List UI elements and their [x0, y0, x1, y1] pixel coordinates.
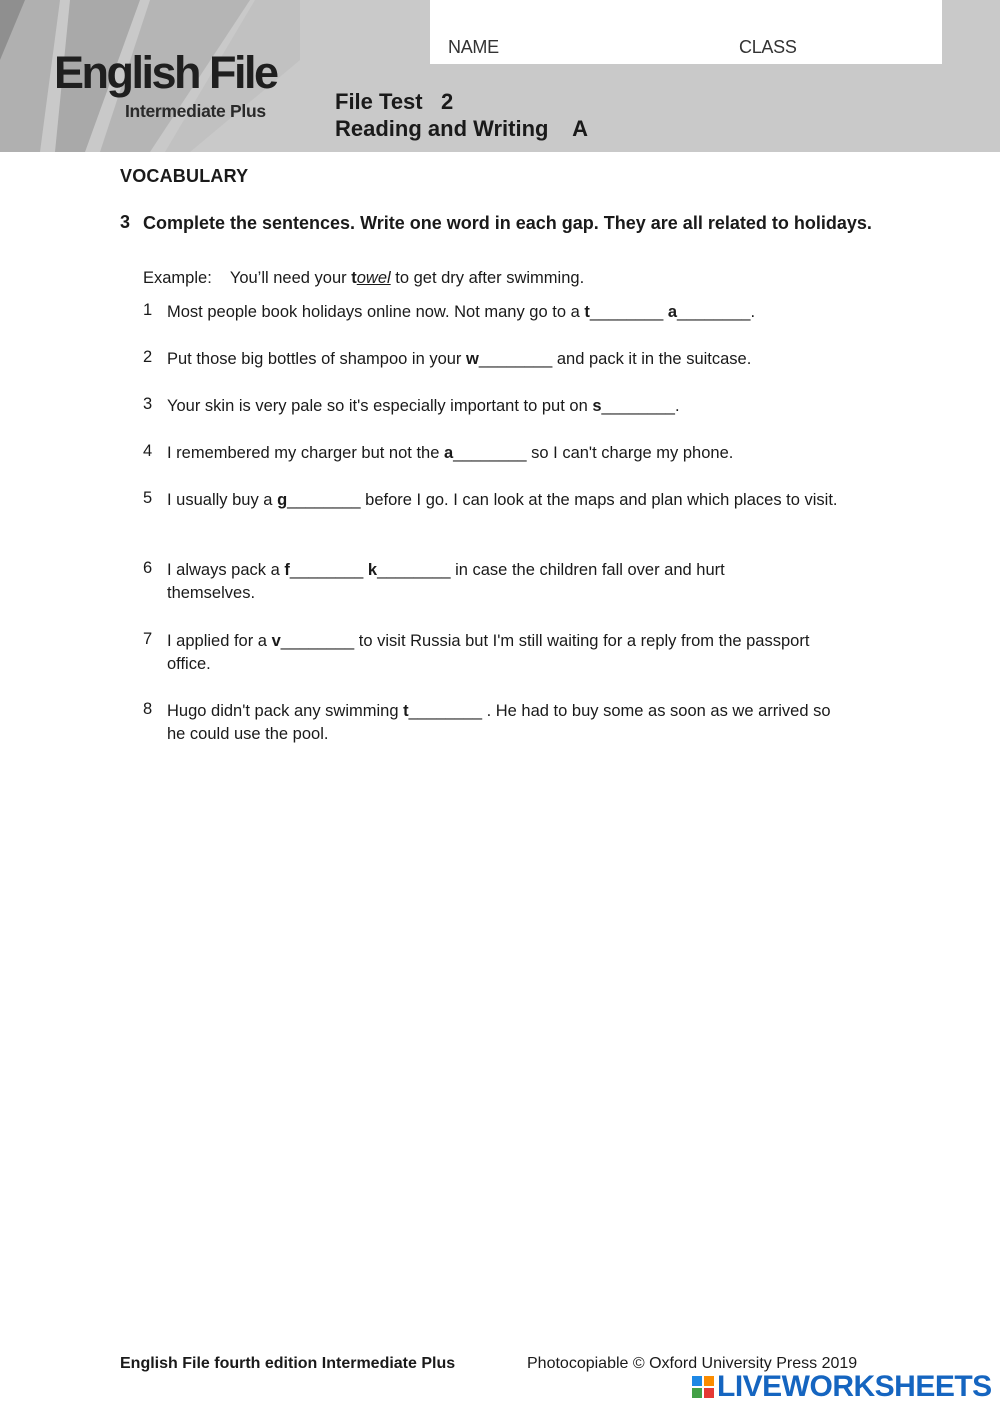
- item-number: 7: [143, 630, 153, 648]
- gap-blank[interactable]: ________ and pack it in the suitcase.: [478, 350, 752, 368]
- gap-first-letter: t: [584, 303, 590, 321]
- gap-first-letter: a: [667, 303, 678, 321]
- item-text-part: Put those big bottles of shampoo in your: [167, 350, 467, 368]
- name-class-box: [430, 0, 942, 64]
- item-sentence: [167, 395, 887, 418]
- item-text-part: I always pack a: [167, 561, 285, 579]
- gap-first-letter: a: [443, 444, 454, 462]
- item-number: 6: [143, 559, 153, 577]
- gap-blank[interactable]: ________ to visit Russia but I'm still waiting for a reply from the passport office.: [167, 632, 810, 673]
- example-first-letter: t: [351, 269, 357, 287]
- gap-blank[interactable]: ________ in case the children fall over and hurt themselves.: [167, 561, 725, 602]
- example-after: to get dry after swimming.: [390, 269, 585, 287]
- example-label: Example:: [143, 269, 212, 287]
- gap-blank[interactable]: ________ . He had to buy some as soon as we arrived so he could use the pool.: [167, 702, 831, 743]
- item-number: 2: [143, 348, 153, 366]
- gap-first-letter: g: [277, 491, 288, 509]
- item-text-part: Most people book holidays online now. Not many go to a: [167, 303, 585, 321]
- item-text-part: I remembered my charger but not the: [167, 444, 444, 462]
- item-text-part: I applied for a: [167, 632, 272, 650]
- logo-subtitle: Intermediate Plus: [125, 101, 266, 121]
- gap-first-letter: k: [367, 561, 378, 579]
- gap-blank[interactable]: ________ so I can't charge my phone.: [453, 444, 734, 462]
- gap-blank[interactable]: ________ before I go. I can look at the maps and plan which places to visit.: [287, 491, 838, 509]
- gap-blank[interactable]: ________: [589, 303, 668, 321]
- item-number: 3: [143, 395, 153, 413]
- page-header: [0, 0, 1000, 152]
- item-sentence: [167, 700, 837, 746]
- gap-first-letter: t: [403, 702, 409, 720]
- test-title-line2: Reading and Writing A: [335, 116, 588, 141]
- item-sentence: [167, 348, 887, 371]
- logo-title: English File: [54, 47, 277, 98]
- task-number: 3: [120, 212, 131, 232]
- section-title: VOCABULARY: [120, 166, 249, 186]
- gap-first-letter: v: [271, 632, 281, 650]
- item-number: 1: [143, 301, 153, 319]
- name-label: NAME: [448, 37, 499, 57]
- liveworksheets-logo-icon: [692, 1376, 714, 1398]
- test-title-line1: File Test 2: [335, 89, 454, 114]
- test-title: [335, 88, 588, 142]
- item-text-part: Your skin is very pale so it's especially important to put on: [167, 397, 593, 415]
- example-sentence: [143, 269, 584, 288]
- gap-blank[interactable]: ________.: [601, 397, 680, 415]
- gap-first-letter: s: [592, 397, 602, 415]
- item-number: 5: [143, 489, 153, 507]
- gap-first-letter: f: [284, 561, 290, 579]
- item-sentence: [167, 489, 887, 512]
- item-number: 8: [143, 700, 153, 718]
- liveworksheets-watermark[interactable]: LIVEWORKSHEETS: [717, 1370, 992, 1403]
- item-number: 4: [143, 442, 153, 460]
- item-sentence: [167, 301, 887, 324]
- item-sentence: [167, 442, 887, 465]
- item-text-part: Hugo didn't pack any swimming: [167, 702, 404, 720]
- item-text-part: I usually buy a: [167, 491, 278, 509]
- item-sentence: [167, 559, 807, 605]
- gap-first-letter: w: [466, 350, 479, 368]
- footer-edition: English File fourth edition Intermediate Plus: [120, 1355, 456, 1372]
- gap-blank[interactable]: ________: [289, 561, 368, 579]
- gap-blank[interactable]: ________.: [677, 303, 756, 321]
- item-sentence: [167, 630, 827, 676]
- class-label: CLASS: [739, 37, 797, 57]
- example-answer: owel: [356, 269, 391, 287]
- footer-copyright: Photocopiable © Oxford University Press 2019: [527, 1355, 858, 1372]
- task-instruction: Complete the sentences. Write one word in each gap. They are all related to holidays.: [143, 213, 872, 233]
- example-before: You’ll need your: [229, 269, 352, 287]
